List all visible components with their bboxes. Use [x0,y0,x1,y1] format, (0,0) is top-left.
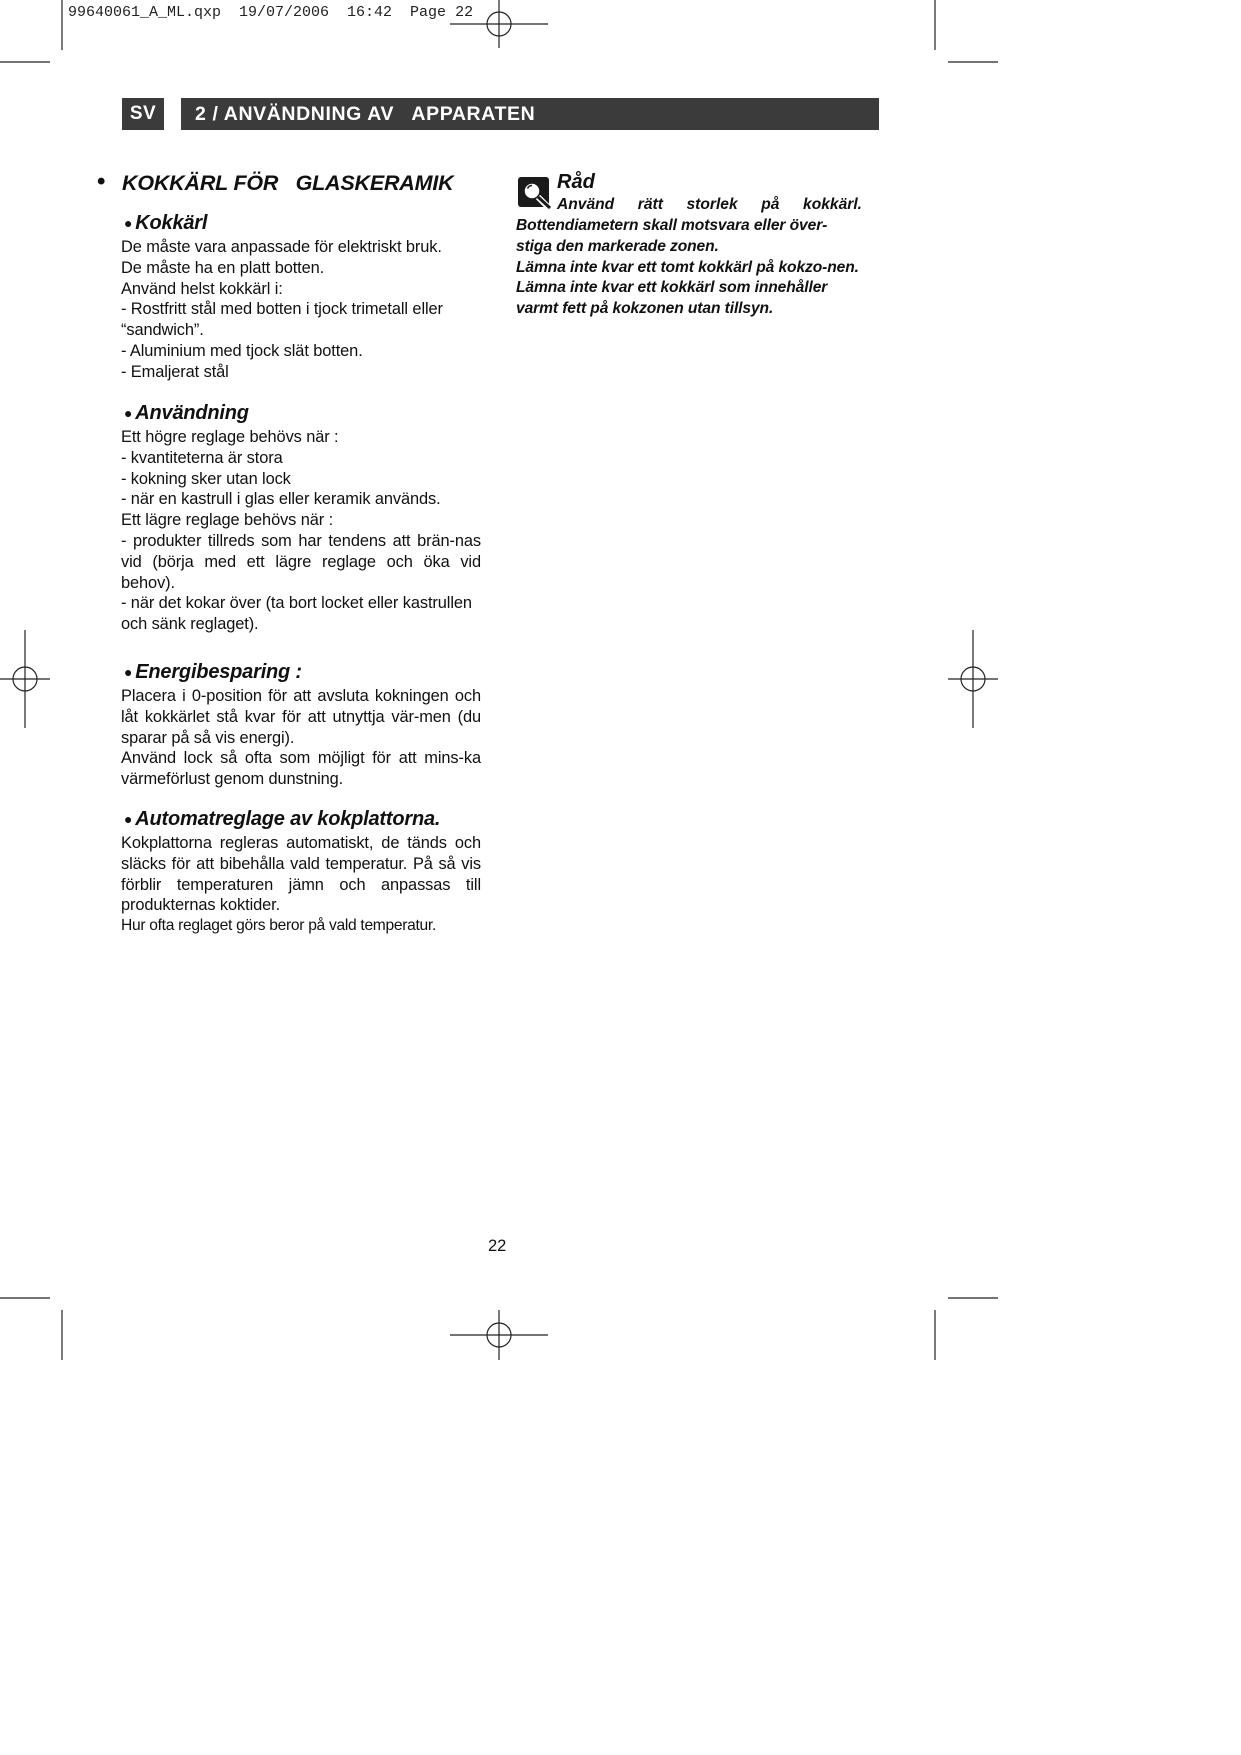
page-title: KOKKÄRL FÖR GLASKERAMIK [122,171,454,195]
title-bullet: • [97,168,106,195]
bullet-icon: ● [124,405,133,421]
section-kokkarl-text: De måste vara anpassade för elektriskt bruk. De måste ha en platt botten. Använd helst kokkärl i: - Rostfritt stål med botten i tjock trimetall eller “sandwich”. - Aluminium med tjock slät botten. - Emaljerat stål [121,238,443,381]
section-anvandning-text: Ett högre reglage behövs när : - kvantiteterna är stora - kokning sker utan lock - när en kastrull i glas eller keramik används. Ett lägre reglage behövs när : - produkter tillreds som har tendens att brän-nas vid (börja med ett lägre reglage och öka vid behov). - när det kokar över (ta bort locket eller kastrullen och sänk reglaget). [121,428,481,634]
heading-automatreglage: ● Automatreglage av kokplattorna. [124,808,441,830]
heading-kokkarl: ● Kokkärl [124,212,208,234]
print-slug: 99640061_A_ML.qxp 19/07/2006 16:42 Page 22 [68,4,474,21]
tip-first-line: Använd rätt storlek på kokkärl. [557,196,862,213]
heading-energibesparing: ● Energibesparing : [124,661,302,683]
tip-title: Råd [557,171,595,193]
section-energibesparing-text: Placera i 0-position för att avsluta kokningen och låt kokkärlet stå kvar för att utnyttja vär-men (du sparar på så vis energi). Använd lock så ofta som möjligt för att mins-ka värmeförlust genom dunstning. [121,687,481,789]
tip-text: Bottendiametern skall motsvara eller över-stiga den markerade zonen. Lämna inte kvar ett tomt kokkärl på kokzo-nen. Lämna inte kvar ett kokkärl som innehåller varmt fett på kokzonen utan tillsyn. [516,217,859,318]
section-header: 2 / ANVÄNDNING AV APPARATEN [181,98,879,130]
bullet-icon: ● [124,215,133,231]
magnifier-icon [518,177,553,209]
page-number: 22 [488,1237,507,1255]
section-automatreglage-text: Kokplattorna regleras automatiskt, de tänds och släcks för att bibehålla vald temperatur. På så vis förblir temperaturen jämn och anpassas till produkternas koktider. Hur ofta reglaget görs beror på vald temperatur. [121,834,481,935]
language-tag: SV [122,98,164,130]
bullet-icon: ● [124,664,133,680]
bullet-icon: ● [124,811,133,827]
heading-anvandning: ● Användning [124,402,249,424]
